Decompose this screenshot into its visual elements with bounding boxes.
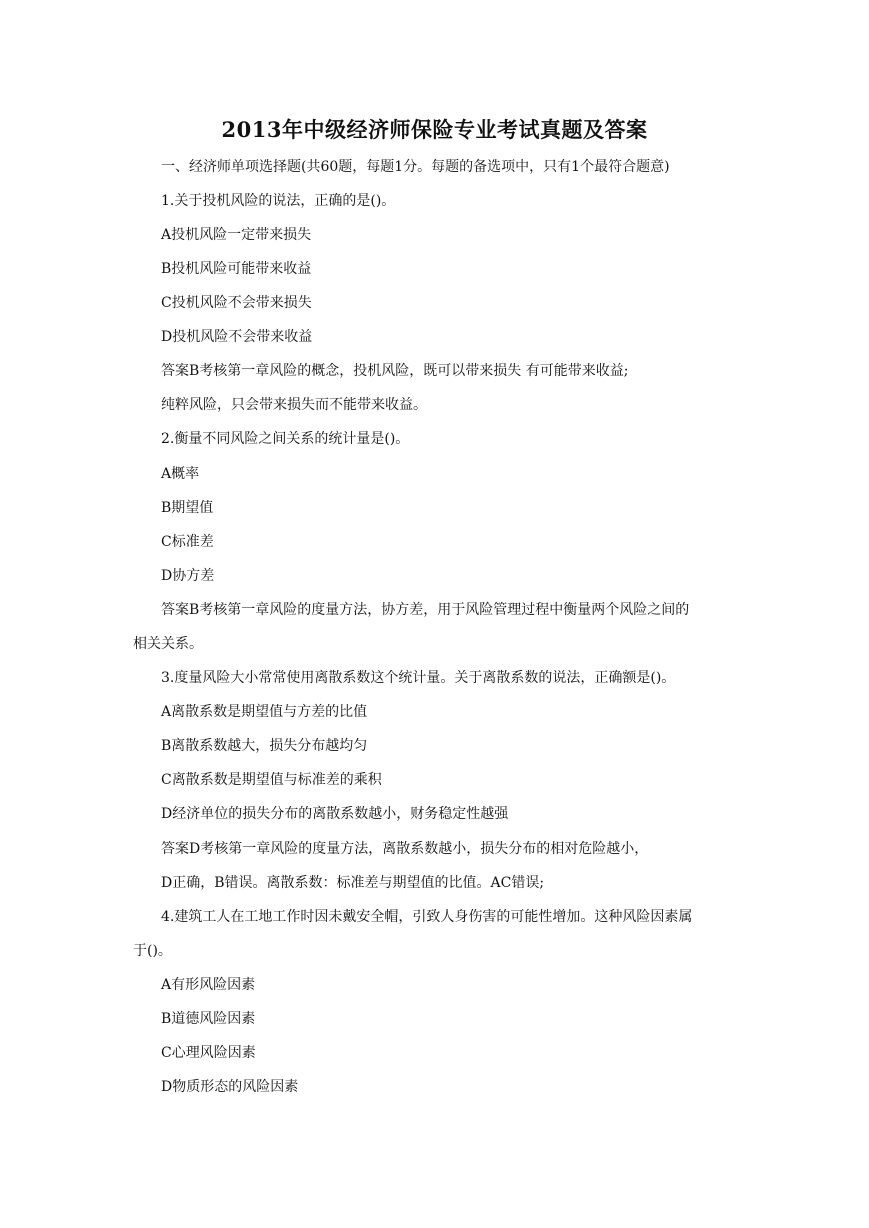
question-3-option-c: C离散系数是期望值与标准差的乘积 [161,772,382,788]
question-4-option-a: A有形风险因素 [161,977,256,993]
question-3-option-d: D经济单位的损失分布的离散系数越小，财务稳定性越强 [161,806,509,822]
question-3-option-b: B离散系数越大，损失分布越均匀 [161,738,368,754]
question-1-answer-line-1: 答案B考核第一章风险的概念，投机风险，既可以带来损失 有可能带来收益; [161,363,629,379]
question-4-option-c: C心理风险因素 [161,1045,256,1061]
question-1-answer-line-2: 纯粹风险，只会带来损失而不能带来收益。 [161,397,427,413]
section-heading: 一、经济师单项选择题(共60题，每题1分。每题的备选项中，只有1个最符合题意) [161,159,670,175]
question-3-stem: 3.度量风险大小常常使用离散系数这个统计量。关于离散系数的说法，正确额是()。 [161,670,676,686]
question-2-answer-line-1: 答案B考核第一章风险的度量方法，协方差，用于风险管理过程中衡量两个风险之间的 [161,602,690,618]
question-4-stem-line-2: 于()。 [133,943,172,959]
question-2-option-d: D协方差 [161,568,215,584]
question-3-answer-line-1: 答案D考核第一章风险的度量方法，离散系数越小，损失分布的相对危险越小， [161,841,649,857]
question-1-option-c: C投机风险不会带来损失 [161,295,312,311]
question-2-option-b: B期望值 [161,500,214,516]
question-3-answer-line-2: D正确，B错误。离散系数：标准差与期望值的比值。AC错误; [161,875,545,891]
question-2-option-c: C标准差 [161,534,214,550]
question-4-option-d: D物质形态的风险因素 [161,1079,299,1095]
question-4-stem-line-1: 4.建筑工人在工地工作时因未戴安全帽，引致人身伤害的可能性增加。这种风险因素属 [161,909,693,925]
question-1-option-a: A投机风险一定带来损失 [161,227,312,243]
question-4-option-b: B道德风险因素 [161,1011,256,1027]
page-title: 2013年中级经济师保险专业考试真题及答案 [221,117,648,142]
question-2-option-a: A概率 [161,466,200,482]
question-1-option-b: B投机风险可能带来收益 [161,261,312,277]
question-2-stem: 2.衡量不同风险之间关系的统计量是()。 [161,431,410,447]
question-3-option-a: A离散系数是期望值与方差的比值 [161,704,368,720]
question-1-stem: 1.关于投机风险的说法，正确的是()。 [161,193,396,209]
question-1-option-d: D投机风险不会带来收益 [161,329,313,345]
question-2-answer-line-2: 相关关系。 [133,636,203,652]
